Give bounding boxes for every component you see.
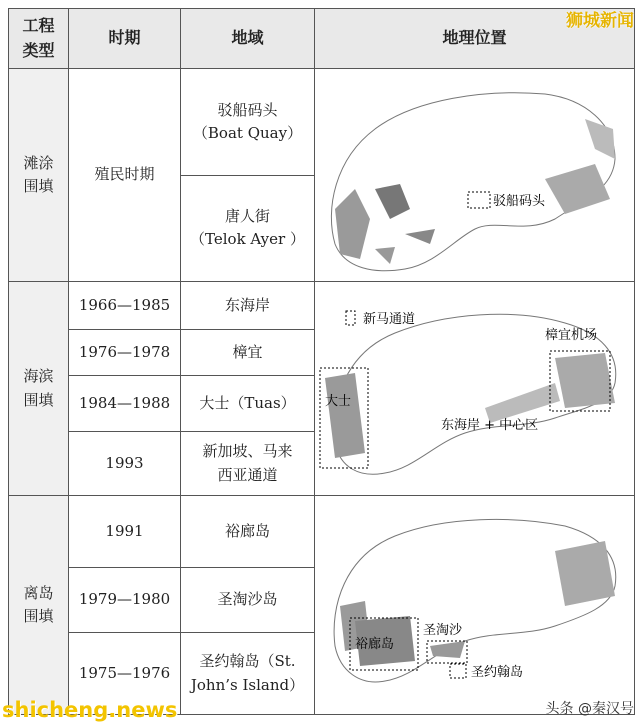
watermark-top: 狮城新闻: [566, 11, 634, 31]
header-location: 地理位置: [315, 9, 635, 69]
singapore-map-colonial: [315, 69, 635, 281]
map-cell: [315, 69, 635, 282]
watermark-site: shicheng.news: [2, 698, 178, 722]
header-region: 地域: [181, 9, 315, 69]
region-cell: 裕廊岛: [181, 496, 315, 568]
map-label: 新马通道: [363, 311, 416, 327]
region-cell: 大士（Tuas）: [181, 376, 315, 432]
map-cell: [315, 282, 635, 496]
period-cell: 1975—1976: [69, 633, 181, 715]
period-cell: 1979—1980: [69, 567, 181, 632]
header-type: 工程 类型: [9, 9, 69, 69]
period-cell: 1984—1988: [69, 376, 181, 432]
period-cell: 1993: [69, 432, 181, 496]
map-label: 裕廊岛: [355, 637, 395, 652]
reclamation-table: [8, 8, 635, 715]
singapore-map-coastal: [315, 283, 635, 495]
singapore-map-island: [315, 496, 635, 714]
map-label: 樟宜机场: [545, 327, 598, 343]
region-cell: 驳船码头 （Boat Quay）: [181, 69, 315, 176]
map-label: 东海岸 + 中心区: [441, 417, 539, 433]
region-cell: 东海岸: [181, 282, 315, 330]
period-cell: 1991: [69, 496, 181, 568]
region-cell: 樟宜: [181, 330, 315, 376]
map-label: 圣淘沙: [423, 623, 463, 638]
period-cell: 1976—1978: [69, 330, 181, 376]
region-cell: 唐人街 （Telok Ayer ）: [181, 175, 315, 282]
region-cell: 圣淘沙岛: [181, 567, 315, 632]
watermark-author: 头条 @秦汉号: [545, 701, 634, 717]
map-cell: [315, 496, 635, 715]
type-cell: 滩涂 围填: [9, 69, 69, 282]
header-period: 时期: [69, 9, 181, 69]
type-cell: 海滨 围填: [9, 282, 69, 496]
map-label: 圣约翰岛: [471, 665, 524, 680]
map-label: 大士: [325, 393, 352, 409]
map-label: 驳船码头: [493, 194, 546, 209]
region-cell: 新加坡、马来 西亚通道: [181, 432, 315, 496]
period-cell: 殖民时期: [69, 69, 181, 282]
period-cell: 1966—1985: [69, 282, 181, 330]
type-cell: 离岛 围填: [9, 496, 69, 715]
region-cell: 圣约翰岛（St. John’s Island）: [181, 633, 315, 715]
